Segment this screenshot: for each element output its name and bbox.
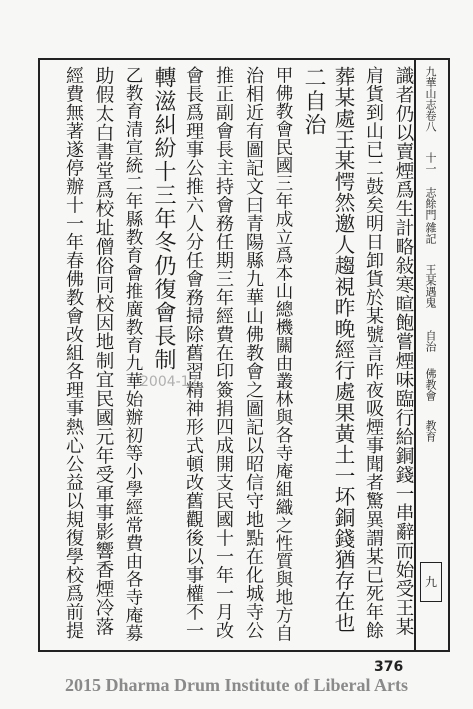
text-column-1: 識者仍以賣煙爲生計略敍寒暄飽嘗煙味臨行給銅錢一串辭而始受王某 bbox=[393, 66, 414, 636]
text-column-2: 肩貨到山已二鼓矣明日卸貨於某號言昨夜吸煙事聞者驚異謂某已死年餘 bbox=[363, 66, 384, 640]
margin-chapter: 十一 志餘門 bbox=[424, 152, 437, 220]
text-column-8: 會長爲理事公推六人分任會務掃除舊習精神形式頓改舊觀後以事權不一 bbox=[183, 66, 204, 640]
text-column-5: 甲佛教會民國三年成立爲本山總機關由叢林與各寺庵組織之性質與地方自 bbox=[273, 66, 293, 642]
text-column-7: 推正副會長主持會務任期三年經費在印簽捐四成開支民國十一年一月改 bbox=[213, 66, 234, 640]
text-column-6: 治相近有圖記文曰青陽縣九華山佛教會之圖記以昭信守地點在化城寺公 bbox=[243, 66, 264, 640]
margin-topic-2: 自治 bbox=[424, 330, 437, 352]
text-column-10: 乙教育清宣統二年縣教育會推廣教育九華始辦初等小學經常費由各寺庵募 bbox=[123, 66, 143, 642]
text-column-4: 二自治 bbox=[301, 66, 326, 137]
margin-volume-title: 九華山志卷八 bbox=[424, 66, 437, 132]
copyright-watermark: 2015 Dharma Drum Institute of Liberal Arts bbox=[65, 675, 408, 695]
folio-number: 376 bbox=[374, 659, 404, 675]
margin-topic-3: 佛教會 bbox=[424, 368, 437, 401]
page-number: 九 bbox=[424, 575, 437, 589]
margin-topic-1: 王某遇鬼 bbox=[424, 264, 437, 308]
text-column-9: 轉滋糾紛十三年冬仍復會長制 bbox=[151, 66, 176, 372]
margin-section: 雜記 bbox=[424, 222, 437, 244]
text-column-11: 助假太白書堂爲校址僧俗同校因地制宜民國元年受軍事影響香煙冷落 bbox=[93, 66, 114, 636]
margin-topic-4: 教育 bbox=[424, 420, 437, 442]
page-number-box bbox=[420, 562, 442, 602]
library-stamp: 2004-17 bbox=[140, 374, 199, 390]
text-column-3: 葬某處王某愕然邀人趨視昨晚經行處果黃土一坏銅錢猶存在也 bbox=[331, 66, 355, 633]
text-column-12: 經費無著遂停辦十一年春佛教會改組各理事熱心公益以規復學校爲前提 bbox=[63, 66, 84, 640]
